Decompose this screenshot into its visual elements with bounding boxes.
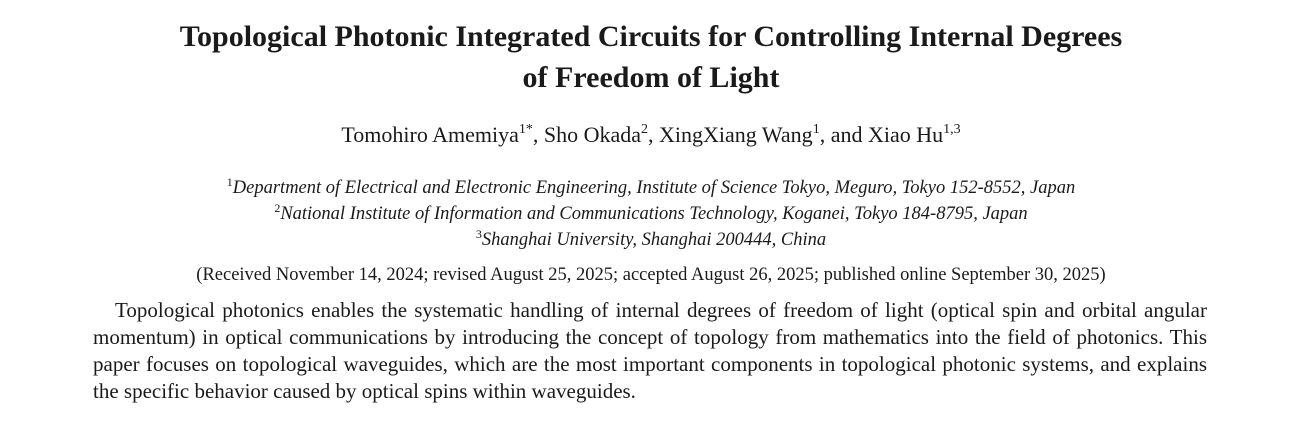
affiliation-text: National Institute of Information and Communications Technology, Koganei, Tokyo 184-8795, Japan [280, 204, 1028, 224]
affiliation-item [0, 175, 1302, 201]
affiliation-marker: 1 [226, 175, 233, 189]
author-name: Sho Okada [543, 122, 642, 147]
title-line-2: of Freedom of Light [522, 61, 780, 94]
author-list [0, 120, 1302, 150]
affiliation-list [0, 175, 1302, 253]
title-line-1: Topological Photonic Integrated Circuits for Controlling Internal Degrees [179, 20, 1123, 53]
author-affiliation-marker: 1* [518, 122, 533, 137]
author-separator: , and [819, 122, 868, 147]
author-affiliation-marker: 1 [812, 122, 820, 137]
author-separator: , [648, 122, 660, 147]
author-name: Xiao Hu [867, 122, 944, 147]
author-separator: , [532, 122, 544, 147]
publication-dates: (Received November 14, 2024; revised August 25, 2025; accepted August 26, 2025; published online September 30, 2025) [196, 265, 1106, 285]
affiliation-marker: 3 [475, 227, 482, 241]
paper-title [0, 16, 1302, 98]
abstract-text: Topological photonics enables the systematic handling of internal degrees of freedom of light (optical spin and orbital angular momentum) in optical communications by introducing the concept of topology from mathematics into the field of photonics. This paper focuses on topological waveguides, which are the most important components in topological photonic systems, and explains the specific behavior caused by optical spins within waveguides. [93, 298, 1207, 403]
author-affiliation-marker: 1,3 [943, 122, 961, 137]
affiliation-item [0, 201, 1302, 227]
author-name: XingXiang Wang [659, 122, 813, 147]
author-name: Tomohiro Amemiya [341, 122, 519, 147]
author-affiliation-marker: 2 [641, 122, 649, 137]
affiliation-text: Department of Electrical and Electronic Engineering, Institute of Science Tokyo, Meguro, Tokyo 152-8552, Japan [232, 178, 1076, 198]
affiliation-text: Shanghai University, Shanghai 200444, China [481, 230, 827, 250]
affiliation-item [0, 227, 1302, 253]
affiliation-marker: 2 [274, 201, 281, 215]
